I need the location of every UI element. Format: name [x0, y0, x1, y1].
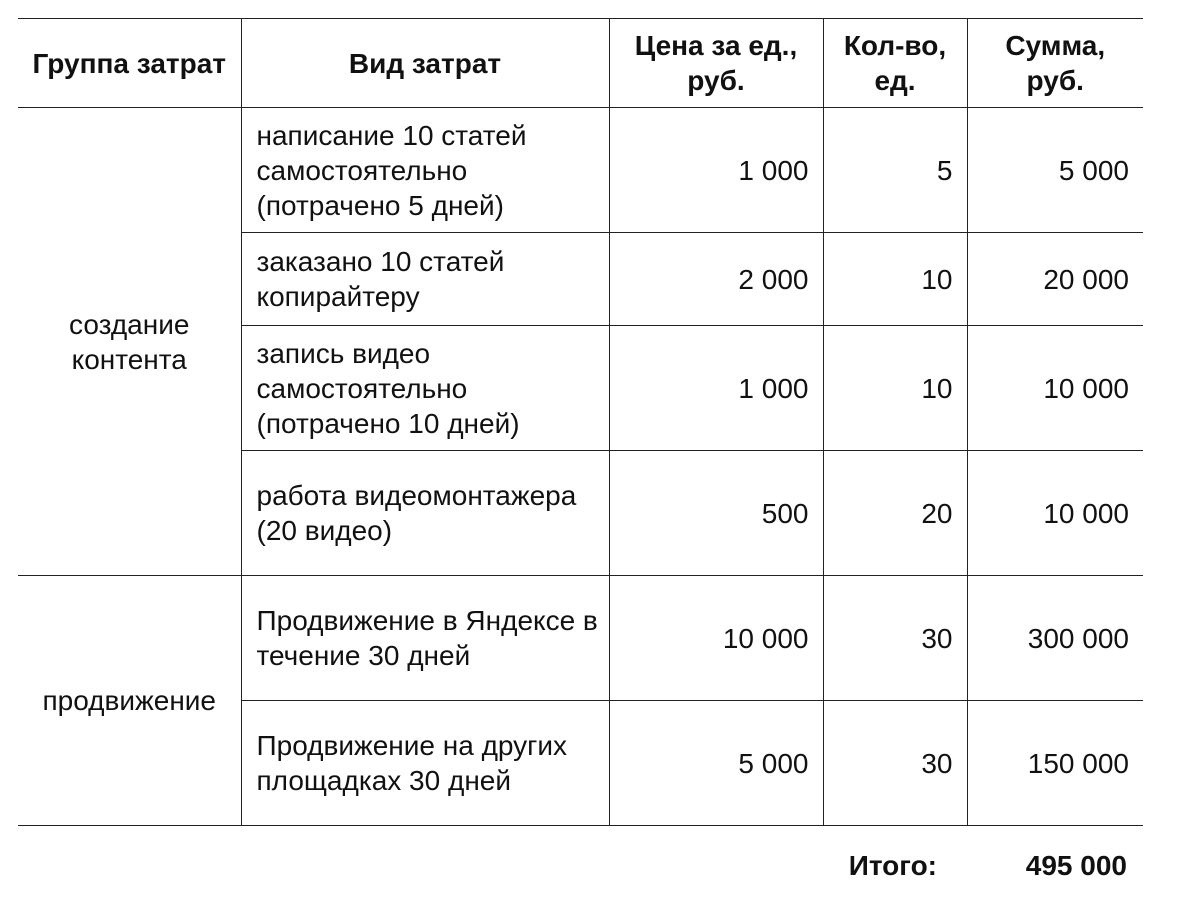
- header-price: Цена за ед., руб.: [609, 19, 823, 108]
- sum-cell: 10 000: [967, 326, 1143, 451]
- group-cell: создание контента: [18, 108, 241, 576]
- header-group: Группа затрат: [18, 19, 241, 108]
- cost-table: [18, 18, 1143, 826]
- total-row: [18, 846, 1143, 886]
- qty-cell: 10: [823, 233, 967, 326]
- cost-type-cell: Продвижение в Яндексе в течение 30 дней: [241, 576, 609, 701]
- total-value: 495 000: [1025, 850, 1127, 881]
- qty-cell: 5: [823, 108, 967, 233]
- qty-cell: 20: [823, 451, 967, 576]
- qty-cell: 10: [823, 326, 967, 451]
- cost-type-cell: написание 10 статей самостоятельно (потрачено 5 дней): [241, 108, 609, 233]
- price-cell: 1 000: [609, 108, 823, 233]
- header-qty: Кол-во, ед.: [823, 19, 967, 108]
- sum-cell: 10 000: [967, 451, 1143, 576]
- price-cell: 10 000: [609, 576, 823, 701]
- cost-type-cell: работа видеомонтажера (20 видео): [241, 451, 609, 576]
- qty-cell: 30: [823, 576, 967, 701]
- sum-cell: 150 000: [967, 701, 1143, 826]
- header-sum: Сумма, руб.: [967, 19, 1143, 108]
- group-cell: продвижение: [18, 576, 241, 826]
- price-cell: 2 000: [609, 233, 823, 326]
- sum-cell: 300 000: [967, 576, 1143, 701]
- total-label: Итого:: [848, 850, 937, 881]
- sum-cell: 20 000: [967, 233, 1143, 326]
- price-cell: 1 000: [609, 326, 823, 451]
- table-row: [18, 576, 1143, 701]
- cost-type-cell: запись видео самостоятельно (потрачено 10 дней): [241, 326, 609, 451]
- sum-cell: 5 000: [967, 108, 1143, 233]
- price-cell: 5 000: [609, 701, 823, 826]
- header-type: Вид затрат: [241, 19, 609, 108]
- cost-type-cell: Продвижение на других площадках 30 дней: [241, 701, 609, 826]
- qty-cell: 30: [823, 701, 967, 826]
- table-header-row: [18, 19, 1143, 108]
- table-row: [18, 108, 1143, 233]
- price-cell: 500: [609, 451, 823, 576]
- cost-type-cell: заказано 10 статей копирайтеру: [241, 233, 609, 326]
